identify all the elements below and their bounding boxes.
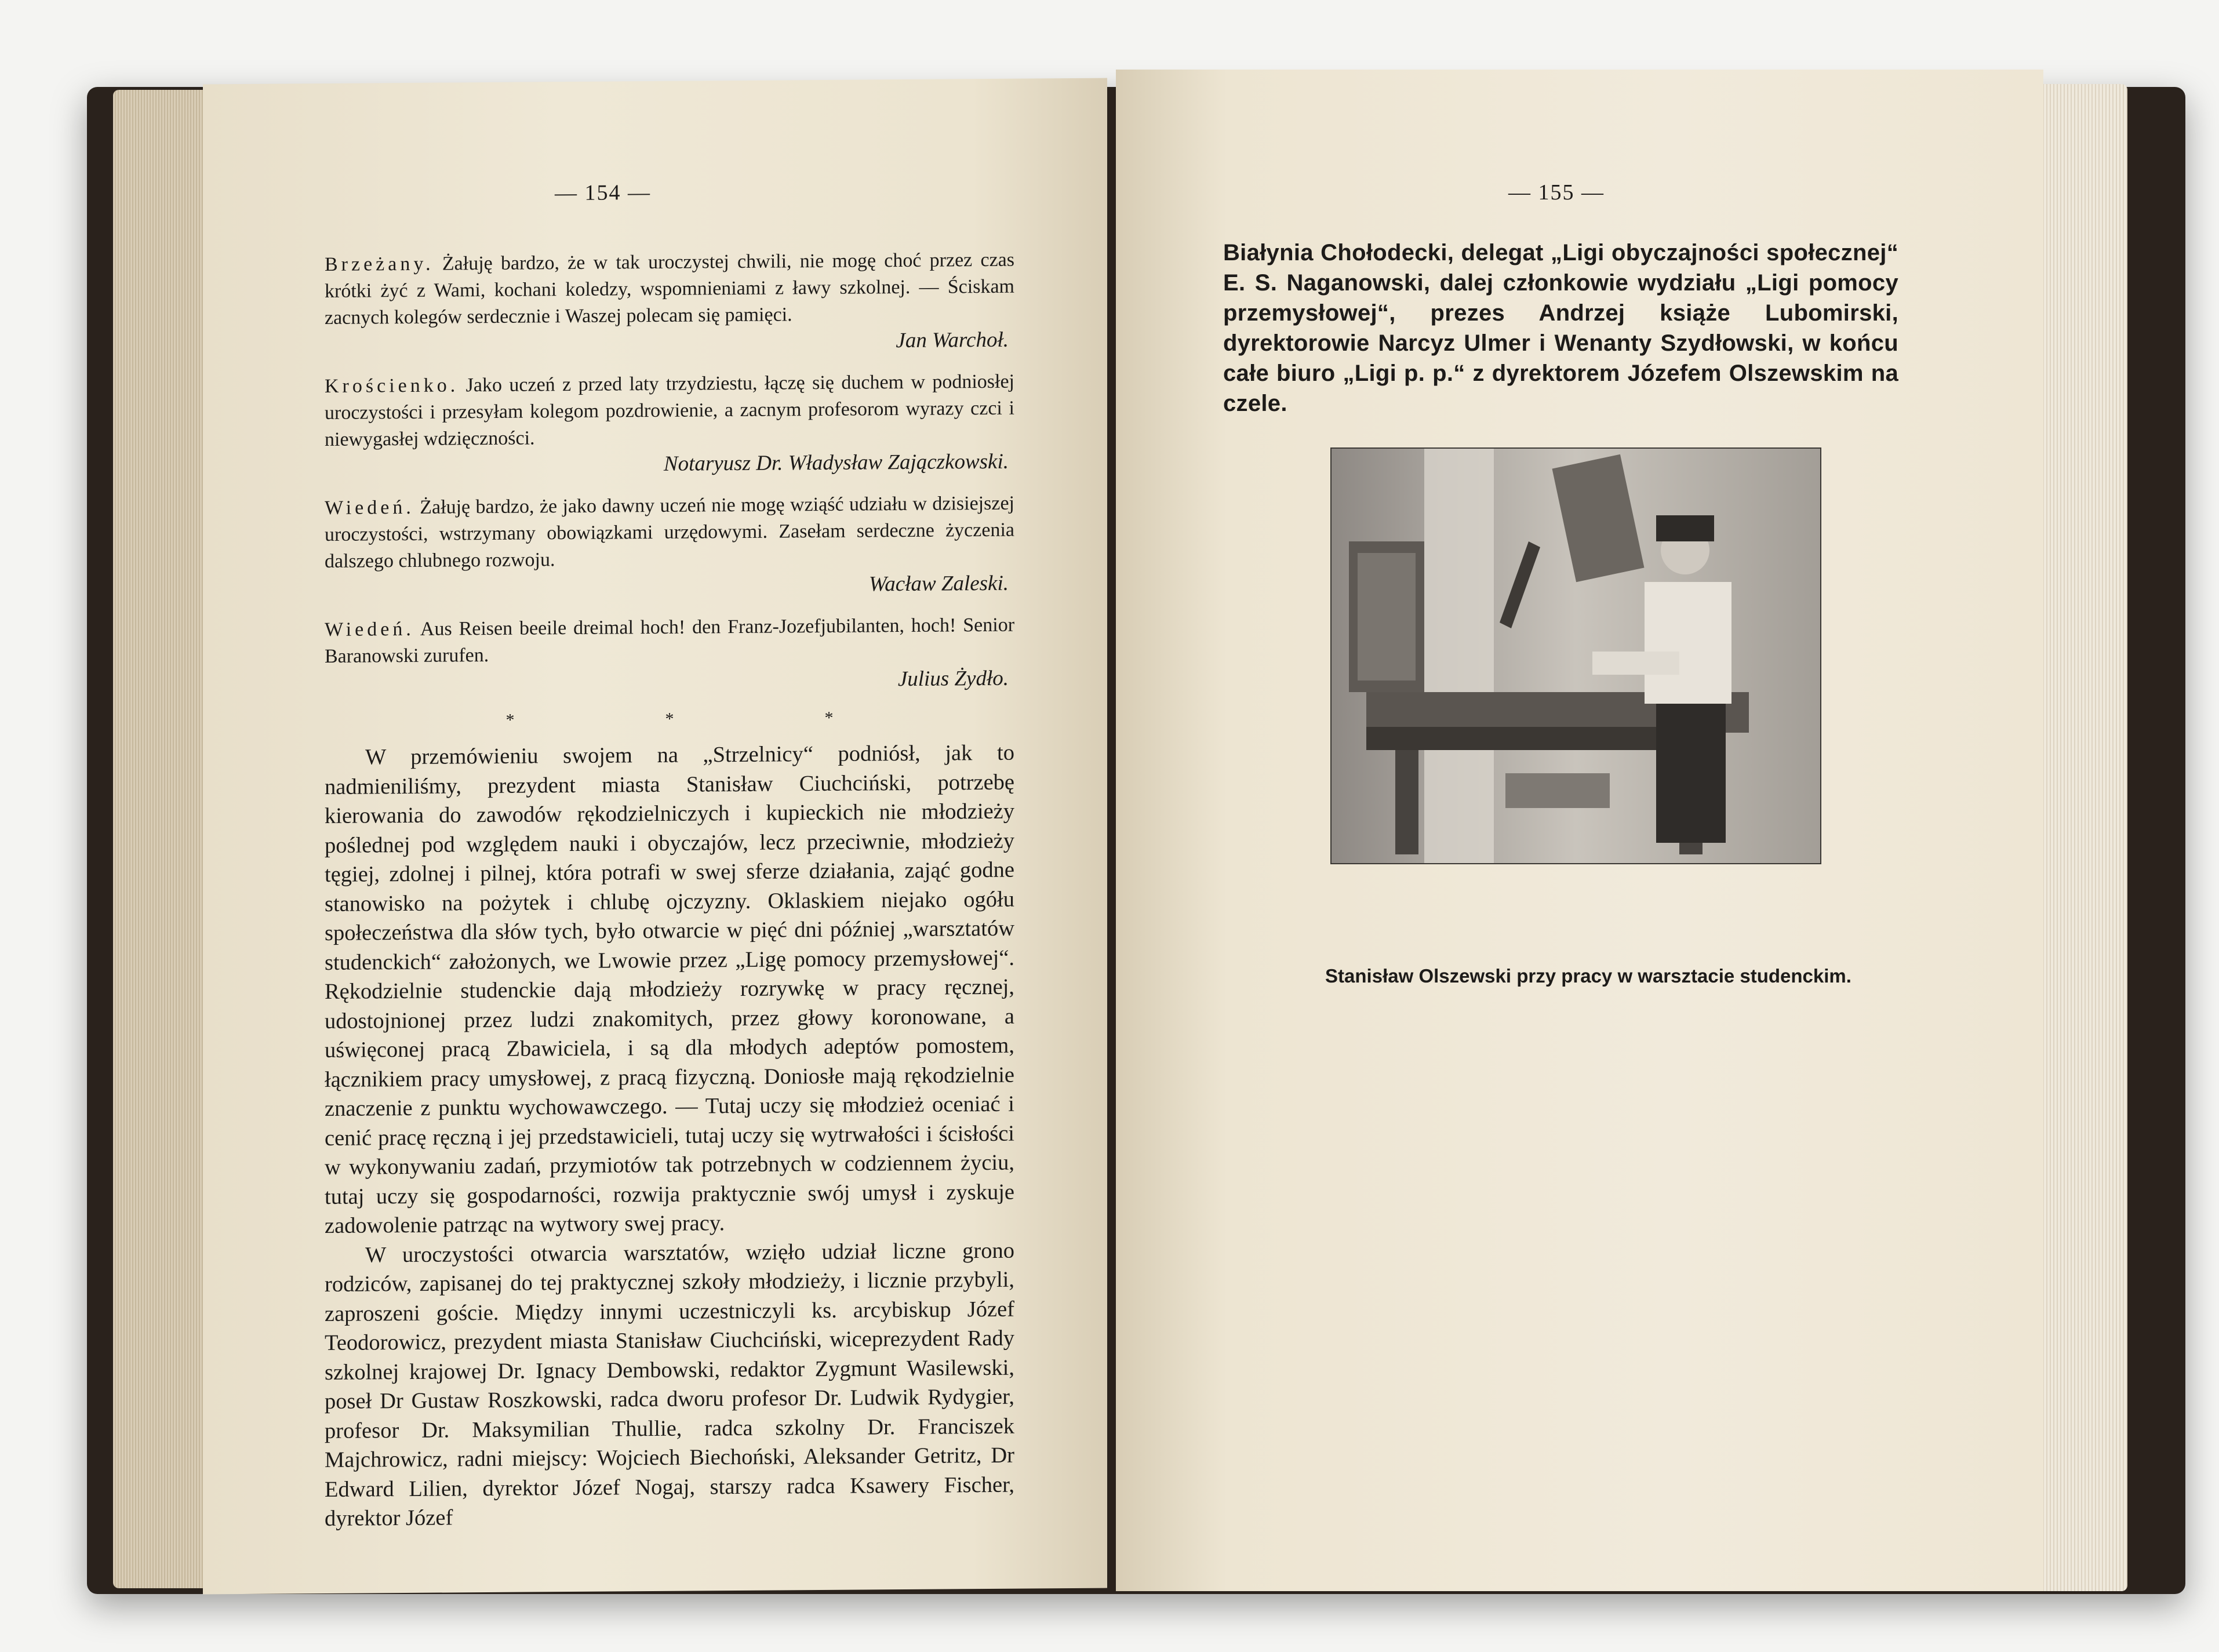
photo-caption: Stanisław Olszewski przy pracy w warsztacie studenckim. [1325, 965, 1851, 987]
paragraph: W przemówieniu swojem na „Strzelnicy“ podniósł, jak to nadmieniliśmy, prezydent miasta Stanisław Ciuchciński, potrzebę kierowania do zawodów rękodzielniczych i kupieckich nie młodzieży poślednej pod względem nauki i obyczajów, lecz przeciwnie, młodzieży tęgiej, zdolnej i pilnej, która potrafi w swej sferze działania, zająć godne stanowisko na pożytek i chlubę ojczyzny. Oklaskiem niejako ogółu społeczeństwa dla słów tych, było otwarcie w pięć dni później „warsztatów studenckich“ założonych, we Lwowie przez „Ligę pomocy przemysłowej“. Rękodzielnie studenckie dają młodzieży rozrywkę w pracy ręcznej, udostojnionej przez ludzi znakomitych, przez głowy koronowane, a uświęconej pracą Zbawiciela, i są dla młodych adeptów pomostem, łącznikiem pracy umysłowej, z pracą fizyczną. Doniosłe mają rękodzielnie znaczenie z punktu wychowawczego. — Tutaj uczy się młodzież oceniać i cenić pracę ręczną i jej przedstawicieli, tutaj uczy się wytrwałości i ścisłości w wykonywaniu zadań, przymiotów tak potrzebnych w codziennem życiu, tutaj uczy się gospodarności, rozwija praktycznie swój umysł i zyskuje zadowolenie patrząc na wytwory swej pracy. [325, 740, 1014, 1238]
page-number-154: — 154 — [555, 180, 651, 206]
letter-wieden-2 [325, 612, 1014, 697]
workshop-photo-illustration [1332, 449, 1820, 863]
main-text [325, 738, 1014, 1534]
letter-signature: Wacław Zaleski. [868, 571, 1009, 596]
letter-place: Wiedeń. [325, 618, 414, 641]
letter-signature: Jan Warchoł. [896, 328, 1009, 353]
letter-brzezany [325, 247, 1014, 358]
page-edges-left [113, 90, 209, 1588]
divider-asterisk: * [505, 710, 515, 730]
letter-kroscienko [325, 369, 1014, 480]
divider-asterisk: * [665, 709, 674, 729]
page-edges-right [2040, 84, 2127, 1591]
letter-text: Aus Reisen beeile dreimal hoch! den Franz-Jozefjubilanten, hoch! Senior Baranowski zurufen. [325, 614, 1015, 667]
section-divider [325, 707, 1014, 732]
page-number-155: — 155 — [1508, 180, 1605, 205]
left-page [203, 78, 1107, 1595]
workshop-photo [1330, 447, 1821, 864]
divider-asterisk: * [824, 708, 834, 727]
paragraph: W uroczystości otwarcia warsztatów, wzięło udział liczne grono rodziców, zapisanej do tej praktycznej szkoły młodzieży, i licznie przybyli, zaproszeni goście. Między innymi uczestniczyli ks. arcybiskup Józef Teodorowicz, prezydent miasta Stanisław Ciuchciński, wiceprezydent Rady szkolnej krajowej Dr. Ignacy Dembowski, redaktor Zygmunt Wasilewski, poseł Dr Gustaw Roszkowski, radca dworu profesor Dr. Ludwik Rydygier, profesor Dr. Maksymilian Thullie, radca szkolny Dr. Franciszek Majchrowicz, radni miejscy: Wojciech Biechoński, Aleksander Getritz, Dr Edward Lilien, dyrektor Józef Nogaj, starszy radca Ksawery Fischer, dyrektor Józef [325, 1238, 1014, 1531]
letter-signature: Notaryusz Dr. Władysław Zajączkowski. [663, 449, 1009, 476]
letter-text: Jako uczeń z przed laty trzydziestu, łączę się duchem w podniosłej uroczystości i przesyłam kolegom pozdrowienie, a zacnym profesorom wyrazy czci i niewygasłej wdzięczności. [325, 370, 1015, 450]
letter-signature: Julius Żydło. [897, 666, 1009, 692]
letter-text: Żałuję bardzo, że jako dawny uczeń nie mogę wziąść udziału w dzisiejszej uroczystości, wstrzymany obowiązkami urzędowymi. Zasełam serdeczne życzenia dalszego chlubnego rozwoju. [325, 492, 1014, 572]
letter-place: Brzeżany. [325, 253, 434, 275]
letter-place: Krościenko. [325, 374, 459, 397]
letter-text: Żałuję bardzo, że w tak uroczystej chwili, nie mogę choć przez czas krótki żyć z Wami, kochani koledzy, wspomnieniami z ławy szkolnej. — Ściskam zacnych kolegów serdecznie i Waszej polecam się pamięci. [325, 249, 1015, 329]
letters-section [325, 247, 1014, 1534]
continuation-text [1223, 238, 1898, 419]
right-page [1116, 70, 2043, 1591]
paragraph: Białynia Chołodecki, delegat „Ligi obyczajności społecznej“ E. S. Naganowski, dalej członkowie wydziału „Ligi pomocy przemysłowej“, prezes Andrzej książe Lubomirski, dyrektorowie Narcyz Ulmer i Wenanty Szydłowski, w końcu całe biuro „Ligi p. p.“ z dyrektorem Józefem Olszewskim na czele. [1223, 240, 1898, 416]
letter-wieden-1 [325, 490, 1014, 602]
letter-place: Wiedeń. [325, 496, 414, 519]
